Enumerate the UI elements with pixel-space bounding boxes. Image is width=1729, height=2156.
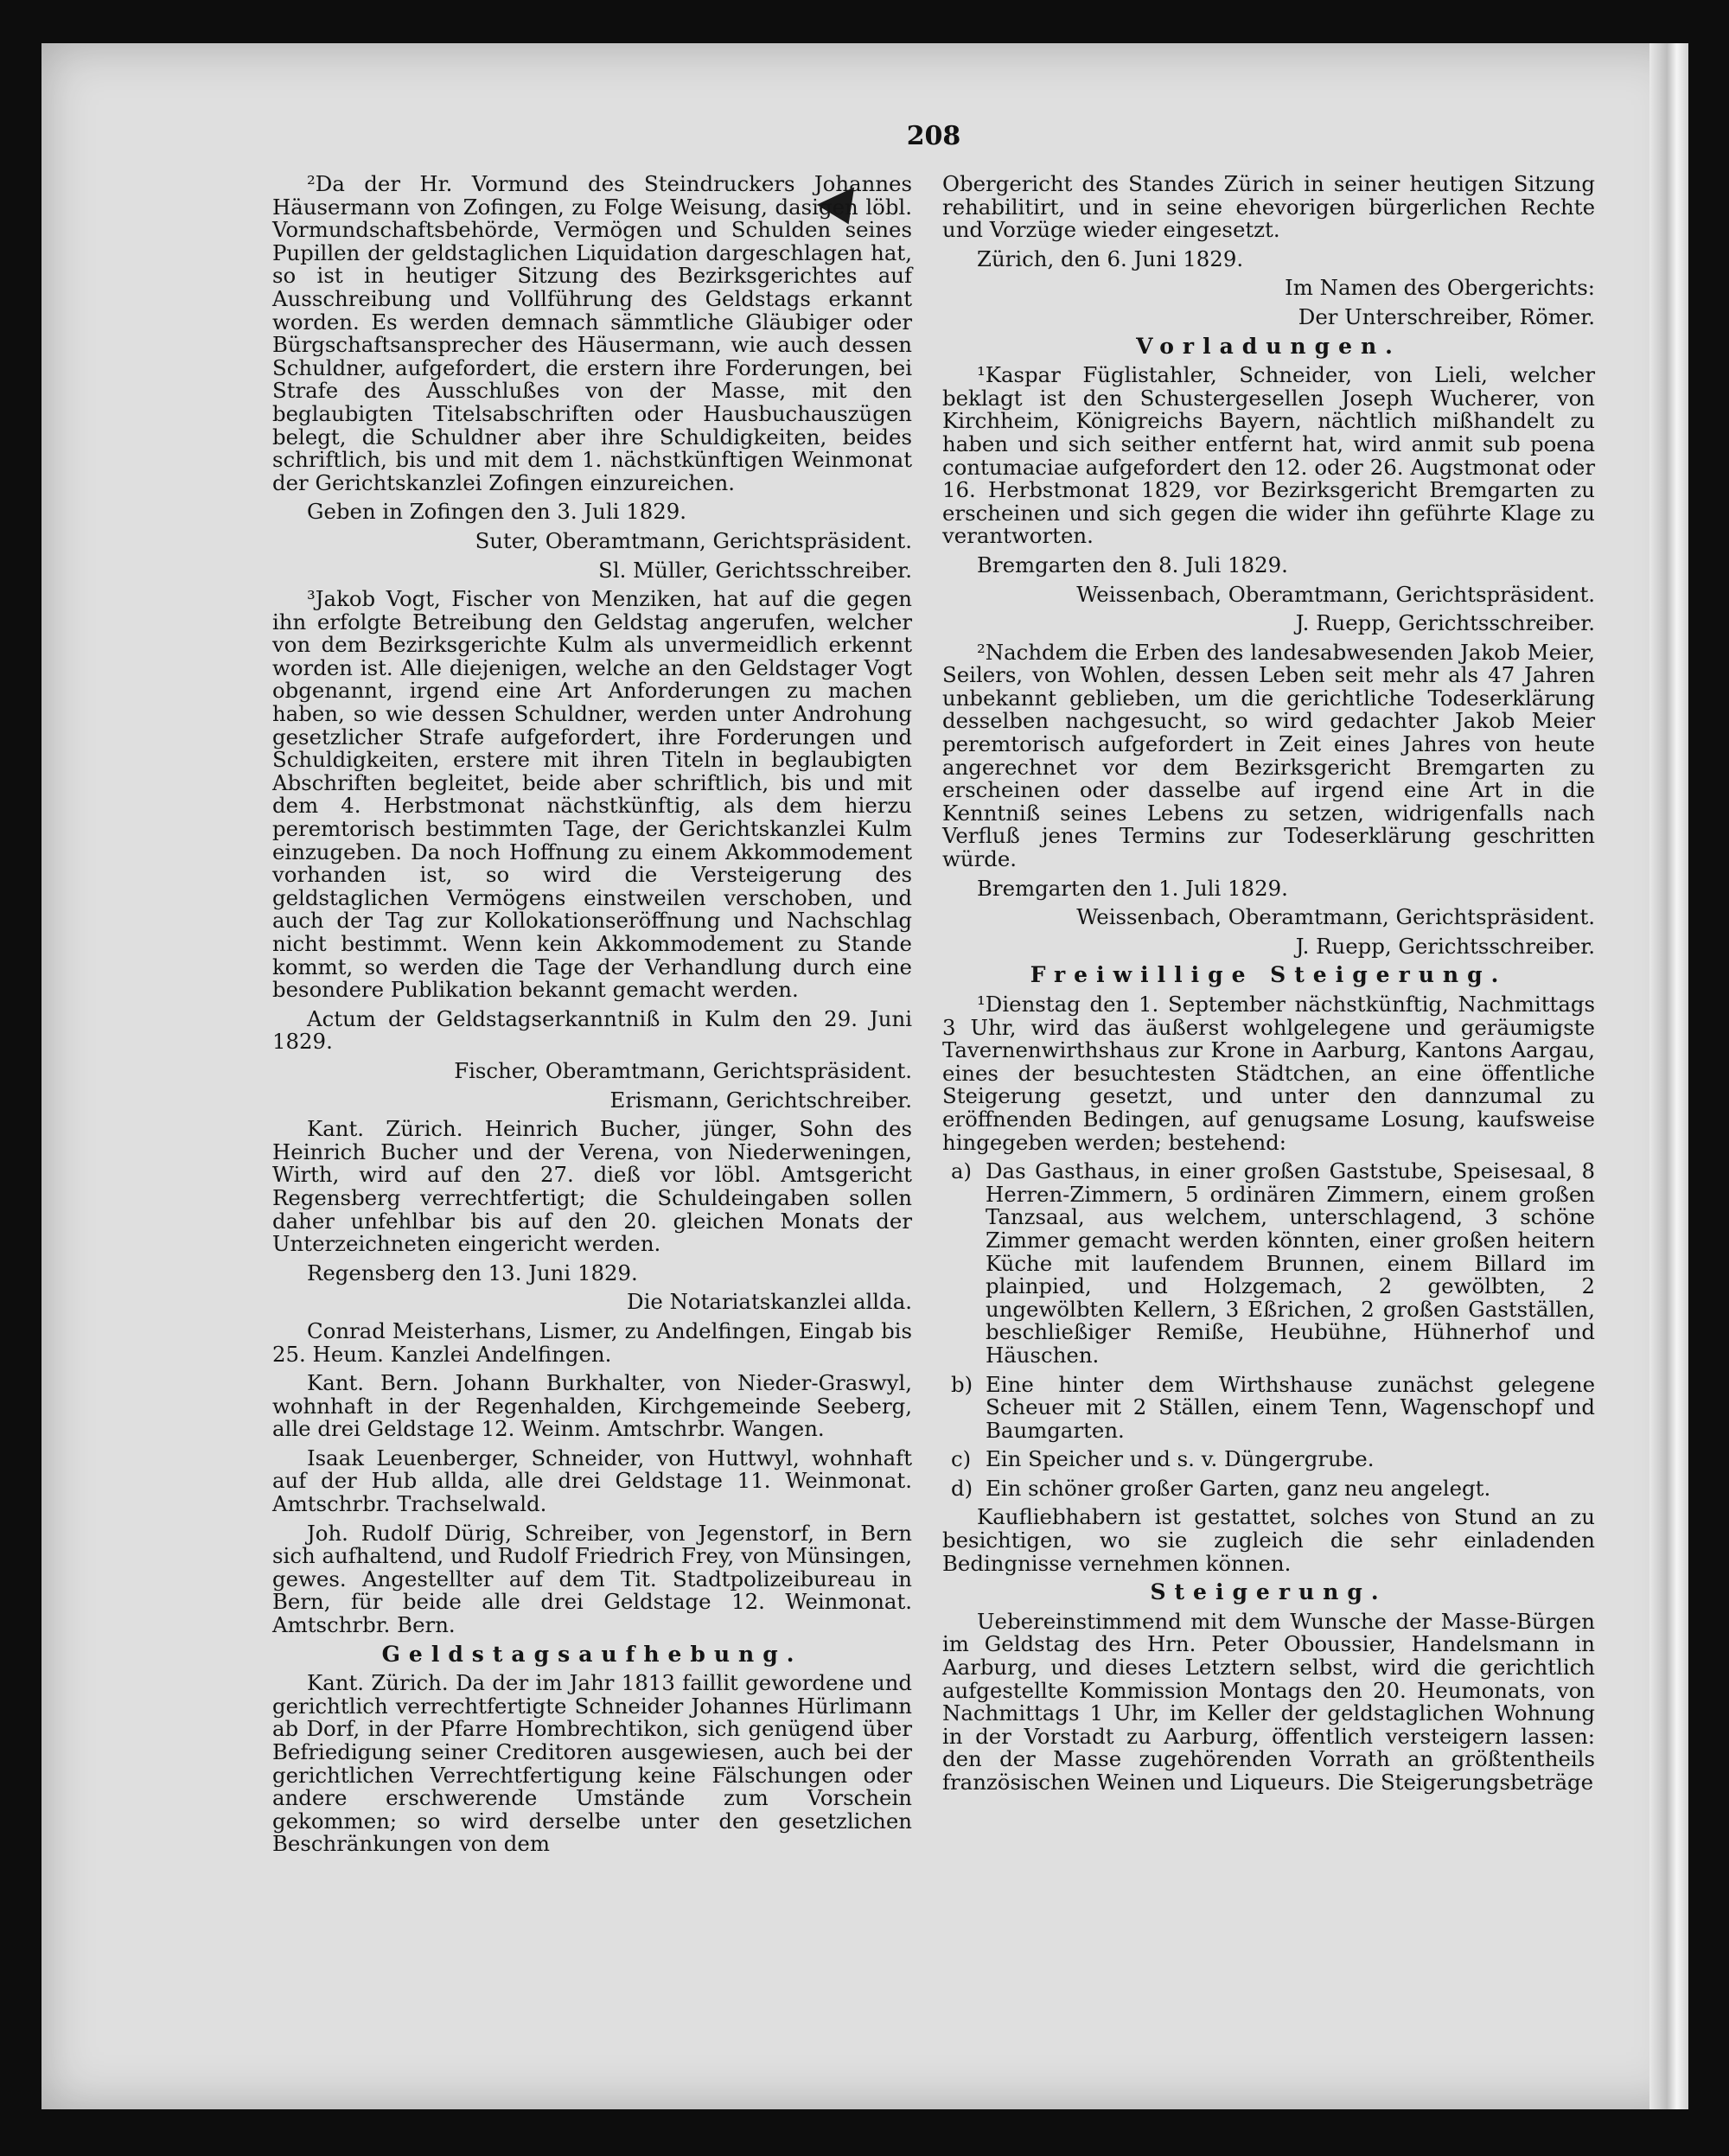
notice-date: Geben in Zofingen den 3. Juli 1829. xyxy=(307,499,687,525)
notice-text: Conrad Meisterhans, Lismer, zu Andelfingen, Eingab bis 25. Heum. Kanzlei Andelfingen. xyxy=(272,1317,912,1367)
signature-line: J. Ruepp, Gerichtsschreiber. xyxy=(1295,610,1595,636)
list-item-text: Ein schöner großer Garten, ganz neu angelegt. xyxy=(986,1475,1491,1501)
signature-line: J. Ruepp, Gerichtsschreiber. xyxy=(1295,933,1595,959)
right-column xyxy=(942,173,1595,1795)
signature-line: Weissenbach, Oberamtmann, Gerichtspräsident. xyxy=(1076,904,1595,930)
notice-text: ²Da der Hr. Vormund des Steindruckers Johannes Häusermann von Zofingen, zu Folge Weisung, dasigen löbl. Vormundschaftsbehörde, Vermögen und Schulden seines Pupillen der geldstaglichen Liquidation dargeschlagen hat, so ist in heutiger Sitzung des Bezirksgerichtes auf Ausschreibung und Vollführung des Geldstags erkannt worden. Es werden demnach sämmtliche Gläubiger oder Bürgschaftsansprecher des Häusermann, wie auch dessen Schuldner, aufgefordert, die erstern ihre Forderungen, bei Strafe des Ausschlußes von der Masse, mit den beglaubigten Titelsabschriften oder Hausbuchauszügen belegt, die Schuldner aber ihre Schuldigkeiten, beides schriftlich, bis und mit dem 1. nächstkünftigen Weinmonat der Gerichtskanzlei Zofingen einzureichen. xyxy=(272,171,912,495)
list-item xyxy=(942,1160,1595,1367)
notice-text: ¹Kaspar Füglistahler, Schneider, von Lieli, welcher beklagt ist den Schustergesellen Joseph Wucherer, von Kirchheim, Königreichs Bayern, nächtlich mißhandelt zu haben und sich seither entfernt hat, wird anmit sub poena contumaciae aufgefordert den 12. oder 26. Augstmonat oder 16. Herbstmonat 1829, vor Bezirksgericht Bremgarten zu erscheinen und sich gegen die wider ihn geführte Klage zu verantworten. xyxy=(942,362,1595,549)
page-fold-edge xyxy=(1649,43,1688,2109)
list-item-text: Ein Speicher und s. v. Düngergrube. xyxy=(986,1446,1375,1472)
signature-line: Im Namen des Obergerichts: xyxy=(1285,275,1595,301)
list-item-text: Eine hinter dem Wirthshause zunächst gelegene Scheuer mit 2 Ställen, einem Tenn, Wagenschopf und Baumgarten. xyxy=(986,1371,1595,1443)
notice-text: Joh. Rudolf Dürig, Schreiber, von Jegenstorf, in Bern sich aufhaltend, und Rudolf Friedrich Frey, von Münsingen, gewes. Angestellter auf dem Tit. Stadtpolizeibureau in Bern, für beide alle drei Geldstage 12. Weinmonat. Amtschrbr. Bern. xyxy=(272,1520,912,1638)
list-item-key: b) xyxy=(951,1371,973,1397)
signature-line: Weissenbach, Oberamtmann, Gerichtspräsident. xyxy=(1076,581,1595,607)
notice-text: Isaak Leuenberger, Schneider, von Huttwyl, wohnhaft auf der Hub allda, alle drei Geldstage 11. Weinmonat. Amtschrbr. Trachselwald. xyxy=(272,1445,912,1517)
notice-date: Bremgarten den 1. Juli 1829. xyxy=(977,875,1288,901)
list-item xyxy=(942,1448,1595,1471)
list-item-key: d) xyxy=(951,1475,973,1501)
notice-text: Kant. Zürich. Da der im Jahr 1813 faillit gewordene und gerichtlich verrechtfertigte Schneider Johannes Hürlimann ab Dorf, in der Pfarre Hombrechtikon, sich genügend über Befriedigung seiner Creditoren ausgewiesen, auch bei der gerichtlichen Verrechtfertigung keine Fälschungen oder andere erschwerende Umstände zum Vorschein gekommen; so wird derselbe unter den gesetzlichen Beschränkungen von dem xyxy=(272,1670,912,1857)
signature-line: Der Unterschreiber, Römer. xyxy=(1298,303,1595,329)
signature-line: Erismann, Gerichtschreiber. xyxy=(609,1087,912,1113)
notice-date: Actum der Geldstagserkanntniß in Kulm den 29. Juni 1829. xyxy=(272,1005,912,1055)
list-item xyxy=(942,1371,1595,1443)
notice-text: Kant. Zürich. Heinrich Bucher, jünger, Sohn des Heinrich Bucher und der Verena, von Niederweningen, Wirth, wird auf den 27. dieß vor löbl. Amtsgericht Regensberg verrechtfertigt; die Schuldeingaben sollen daher unfehlbar bis auf den 20. gleichen Monats der Unterzeichneten eingericht werden. xyxy=(272,1116,912,1257)
notice-text: ²Nachdem die Erben des landesabwesenden Jakob Meier, Seilers, von Wohlen, dessen Leben seit mehr als 47 Jahren unbekannt geblieben, um die gerichtliche Todeserklärung desselben nachgesucht, so wird gedachter Jakob Meier peremtorisch aufgefordert in Zeit eines Jahres von heute angerechnet vor dem Bezirksgericht Bremgarten zu erscheinen oder dasselbe auf irgend eine Art in die Kenntniß seines Lebens zu setzen, widrigenfalls nach Verfluß jenes Termins zur Todeserklärung geschritten würde. xyxy=(942,639,1595,872)
section-heading: Steigerung. xyxy=(1150,1579,1388,1605)
signature-line: Sl. Müller, Gerichtsschreiber. xyxy=(598,557,912,583)
section-heading: Freiwillige Steigerung. xyxy=(1030,962,1508,988)
notice-text: ³Jakob Vogt, Fischer von Menziken, hat auf die gegen ihn erfolgte Betreibung den Geldstag angerufen, welcher von dem Bezirksgerichte Kulm als unvermeidlich erkennt worden ist. Alle diejenigen, welche an den Geldstager Vogt obgenannt, irgend eine Art Anforderungen zu machen haben, so wie dessen Schuldner, werden unter Androhung gesetzlicher Strafe aufgefordert, ihre Forderungen und Schuldigkeiten, erstere mit ihren Titeln in beglaubigten Abschriften begleitet, beide aber schriftlich, bis und mit dem 4. Herbstmonat nächstkünftig, als dem hierzu peremtorisch bestimmten Tage, der Gerichtskanzlei Kulm einzugeben. Da noch Hoffnung zu einem Akkommodement vorhanden ist, so wird die Versteigerung des geldstaglichen Vermögens einstweilen verschoben, und auch der Tag zur Kollokationseröffnung und Nachschlag nicht bestimmt. Wenn kein Akkommodement zu Stande kommt, so werden die Tage der Verhandlung durch eine besondere Publikation bekannt gemacht werden. xyxy=(272,586,912,1003)
notice-text: Kant. Bern. Johann Burkhalter, von Nieder-Graswyl, wohnhaft in der Regenhalden, Kirchgemeinde Seeberg, alle drei Geldstage 12. Weinm. Amtschrbr. Wangen. xyxy=(272,1370,912,1442)
list-item xyxy=(942,1477,1595,1501)
left-column xyxy=(272,173,912,1856)
notice-date: Zürich, den 6. Juni 1829. xyxy=(977,246,1244,271)
notice-continuation: Obergericht des Standes Zürich in seiner heutigen Sitzung rehabilitirt, und in seine ehevorigen bürgerlichen Rechte und Vorzüge wieder eingesetzt. xyxy=(942,171,1595,243)
signature-line: Suter, Oberamtmann, Gerichtspräsident. xyxy=(475,527,912,553)
notice-date: Regensberg den 13. Juni 1829. xyxy=(307,1260,638,1285)
signature-line: Fischer, Oberamtmann, Gerichtspräsident. xyxy=(454,1057,912,1083)
notice-text: Kaufliebhabern ist gestattet, solches von Stund an zu besichtigen, wo sie zugleich die sehr einladenden Bedingnisse vernehmen können. xyxy=(942,1504,1595,1576)
notice-date: Bremgarten den 8. Juli 1829. xyxy=(977,552,1288,577)
signature-line: Die Notariatskanzlei allda. xyxy=(627,1289,912,1315)
section-heading: Vorladungen. xyxy=(1136,333,1401,359)
notice-text: ¹Dienstag den 1. September nächstkünftig, Nachmittags 3 Uhr, wird das äußerst wohlgelegene und geräumigste Tavernenwirthshaus zur Krone in Aarburg, Kantons Aargau, eines der besuchtesten Städtchen, an eine öffentliche Steigerung gesetzt, und unter den dannzumal zu eröffnenden Bedingen, auf genugsame Losung, kaufsweise hingegeben werden; bestehend: xyxy=(942,992,1595,1155)
page-number: 208 xyxy=(906,121,961,151)
list-item-key: c) xyxy=(951,1446,972,1472)
notice-text: Uebereinstimmend mit dem Wunsche der Masse-Bürgen im Geldstag des Hrn. Peter Oboussier, Handelsmann in Aarburg, und dieses Letztern selbst, wird die gerichtlich aufgestellte Kommission Montags den 20. Heumonats, von Nachmittags 1 Uhr, im Keller der geldstaglichen Wohnung in der Vorstadt zu Aarburg, öffentlich versteigern lassen: den der Masse zugehörenden Vorrath an größtentheils französischen Weinen und Liqueurs. Die Steigerungsbeträge xyxy=(942,1608,1595,1795)
section-heading: Geldstagsaufhebung. xyxy=(381,1641,803,1667)
list-item-text: Das Gasthaus, in einer großen Gaststube, Speisesaal, 8 Herren-Zimmern, 5 ordinären Zimmern, einem großen Tanzsaal, aus welchem, unterschlagend, 3 schöne Zimmer gemacht werden könnten, einer großen heitern Küche mit laufendem Brunnen, einem Billard im plainpied, und Holzgemach, 2 gewölbten, 2 ungewölbten Kellern, 3 Eßrichen, 2 großen Gastställen, beschließiger Remiße, Heubühne, Hühnerhof und Häuschen. xyxy=(986,1158,1595,1368)
list-item-key: a) xyxy=(951,1158,973,1184)
